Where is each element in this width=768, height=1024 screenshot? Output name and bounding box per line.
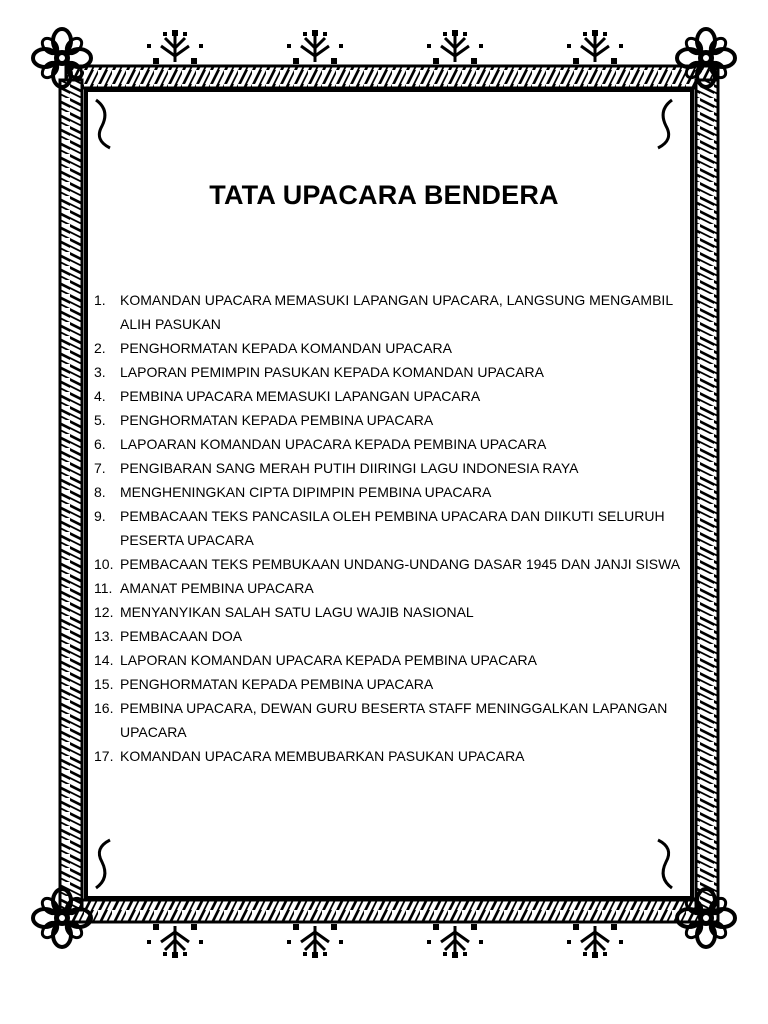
step-text: PEMBACAAN TEKS PEMBUKAAN UNDANG-UNDANG DASAR 1945 DAN JANJI SISWA [120,556,681,572]
step-number: 14. [94,652,114,668]
step-number: 4. [94,388,106,404]
list-item [94,456,694,480]
list-item [94,696,694,744]
step-number: 2. [94,340,106,356]
step-number: 1. [94,292,106,308]
step-text: PEMBINA UPACARA, DEWAN GURU BESERTA STAFF MENINGGALKAN LAPANGAN UPACARA [120,700,668,740]
list-item [94,624,694,648]
list-item [94,432,694,456]
list-item [94,384,694,408]
step-number: 7. [94,460,106,476]
step-number: 5. [94,412,106,428]
step-text: MENYANYIKAN SALAH SATU LAGU WAJIB NASIONAL [120,604,474,620]
document-title: TATA UPACARA BENDERA [209,180,559,210]
list-item [94,600,694,624]
ceremony-steps-list [94,288,694,768]
step-number: 10. [94,556,114,572]
step-number: 17. [94,748,114,764]
step-text: KOMANDAN UPACARA MEMBUBARKAN PASUKAN UPACARA [120,748,525,764]
list-item [94,576,694,600]
step-text: PENGHORMATAN KEPADA KOMANDAN UPACARA [120,340,452,356]
list-item [94,672,694,696]
step-text: PEMBINA UPACARA MEMASUKI LAPANGAN UPACARA [120,388,481,404]
step-number: 15. [94,676,114,692]
step-number: 6. [94,436,106,452]
step-text: MENGHENINGKAN CIPTA DIPIMPIN PEMBINA UPACARA [120,484,492,500]
list-item [94,648,694,672]
step-text: LAPOARAN KOMANDAN UPACARA KEPADA PEMBINA UPACARA [120,436,547,452]
step-number: 11. [94,580,113,596]
step-number: 9. [94,508,106,524]
step-number: 13. [94,628,114,644]
list-item [94,288,694,336]
step-text: PENGIBARAN SANG MERAH PUTIH DIIRINGI LAGU INDONESIA RAYA [120,460,579,476]
list-item [94,360,694,384]
step-text: LAPORAN KOMANDAN UPACARA KEPADA PEMBINA UPACARA [120,652,537,668]
step-text: KOMANDAN UPACARA MEMASUKI LAPANGAN UPACARA, LANGSUNG MENGAMBIL ALIH PASUKAN [120,292,673,332]
list-item [94,336,694,360]
list-item [94,744,694,768]
list-item [94,504,694,552]
step-text: PENGHORMATAN KEPADA PEMBINA UPACARA [120,676,434,692]
step-text: AMANAT PEMBINA UPACARA [120,580,314,596]
step-text: PEMBACAAN DOA [120,628,243,644]
step-text: PEMBACAAN TEKS PANCASILA OLEH PEMBINA UPACARA DAN DIIKUTI SELURUH PESERTA UPACARA [120,508,665,548]
step-number: 16. [94,700,114,716]
list-item [94,480,694,504]
list-item [94,552,694,576]
step-number: 12. [94,604,114,620]
step-number: 8. [94,484,106,500]
step-number: 3. [94,364,106,380]
step-text: PENGHORMATAN KEPADA PEMBINA UPACARA [120,412,434,428]
step-text: LAPORAN PEMIMPIN PASUKAN KEPADA KOMANDAN UPACARA [120,364,544,380]
list-item [94,408,694,432]
